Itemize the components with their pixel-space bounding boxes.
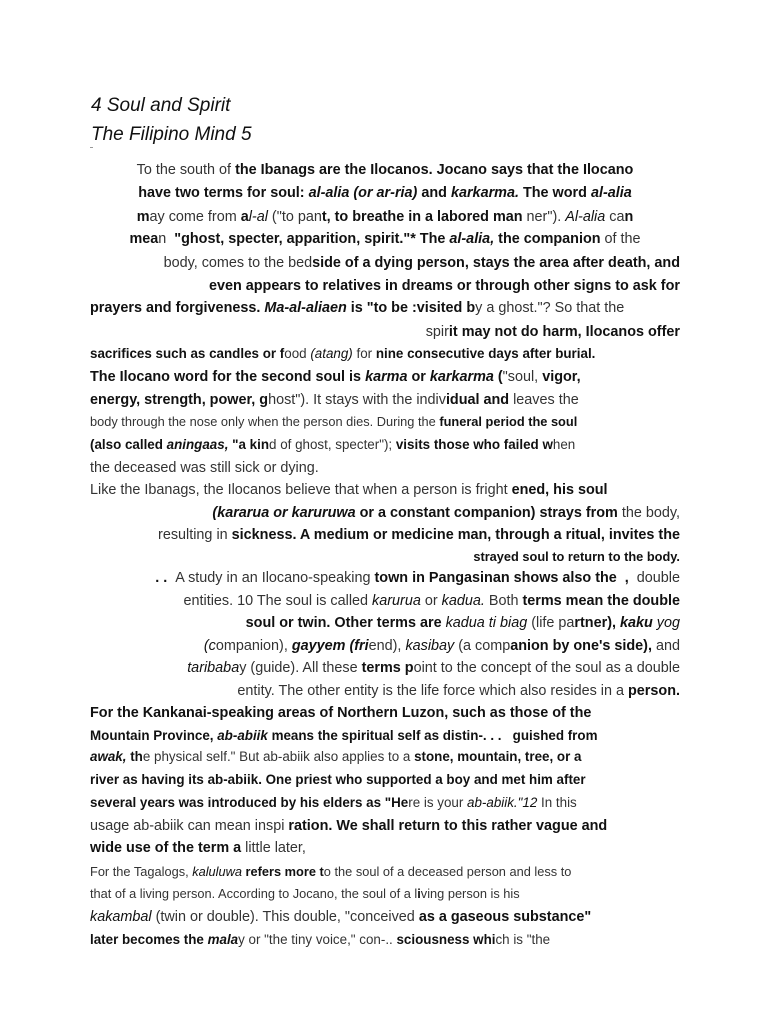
- chapter-heading: 4 Soul and Spirit: [91, 95, 231, 116]
- text-line: [90, 746, 680, 768]
- page-mark: [90, 147, 93, 148]
- text-run: (a comp: [454, 638, 511, 654]
- text-run: kaku: [619, 615, 653, 631]
- text-run: side of a dying person, stays the area after death, and: [312, 255, 680, 271]
- text-run: kaluluwa: [192, 864, 242, 879]
- text-line: [90, 457, 680, 479]
- text-run: al-alia (or ar-ria): [308, 185, 418, 201]
- text-run: refers more t: [242, 864, 324, 879]
- text-line: [90, 837, 680, 859]
- text-run: or: [407, 369, 430, 385]
- text-run: re is your: [408, 795, 468, 810]
- text-run: anion by one's side),: [510, 638, 652, 654]
- text-run: the companion: [494, 231, 601, 247]
- text-run: nine consecutive days after: [375, 346, 556, 361]
- text-run: "a kin: [228, 437, 270, 452]
- text-run: Al-alia: [565, 209, 606, 225]
- text-run: In this: [537, 795, 577, 810]
- text-line: [90, 815, 680, 837]
- text-run: The Ilocano word for the second soul is: [90, 369, 366, 385]
- text-run: energy, st: [90, 392, 157, 408]
- text-run: l-al: [248, 209, 268, 225]
- text-run: and: [417, 185, 451, 201]
- text-run: m: [136, 209, 150, 225]
- text-line: [90, 861, 680, 883]
- text-run: ner").: [522, 209, 566, 225]
- text-run: the Ibanags are the Ilocanos. Jocano says that the Ilocano: [235, 162, 634, 178]
- text-run: . .: [155, 570, 176, 586]
- text-run: it may not do harm, Ilocanos offer: [448, 324, 680, 340]
- text-run: mala: [207, 932, 239, 947]
- text-run: ab-abiik."12: [467, 795, 538, 810]
- text-run: of the: [552, 705, 592, 721]
- text-run: or: [420, 593, 442, 609]
- text-run: is "to be :visited b: [346, 300, 476, 316]
- text-run: later becomes the: [90, 932, 208, 947]
- text-run: (atang): [310, 346, 353, 361]
- text-run: yog: [652, 615, 680, 631]
- text-line: [90, 546, 680, 568]
- text-run: e physical self." But ab-abiik also applies to a: [142, 749, 415, 764]
- text-run: kakambal: [90, 909, 152, 925]
- text-line: [90, 434, 680, 456]
- text-run: little later,: [241, 840, 306, 856]
- text-run: end),: [368, 638, 406, 654]
- text-run: kadua ti biag: [445, 615, 528, 631]
- text-run: al-alia,: [449, 231, 495, 247]
- text-run: i: [417, 886, 421, 901]
- text-run: a: [240, 209, 249, 225]
- text-run: ood: [284, 346, 311, 361]
- text-run: ay come from: [149, 209, 241, 225]
- text-run: ch is "the: [495, 932, 551, 947]
- text-run: visits those who failed w: [395, 437, 553, 452]
- text-run: For the Kankanai-speaking areas of Northern Luzon, such as those: [90, 705, 553, 721]
- text-run: aningaas,: [166, 437, 229, 452]
- text-line: [90, 567, 680, 589]
- text-line: [90, 389, 680, 411]
- text-run: hen: [552, 437, 576, 452]
- text-run: For the Tagalogs,: [90, 864, 193, 879]
- text-run: y or "the tiny voice," con-..: [238, 932, 397, 947]
- text-run: n: [158, 231, 167, 247]
- text-line: [90, 252, 680, 274]
- text-run: Ma-al-aliaen: [264, 300, 347, 316]
- text-run: al-alia: [590, 185, 632, 201]
- text-run: entity. The other entity is the life force which also resides in a: [237, 683, 629, 699]
- text-run: town in Pangasinan shows also the ,: [374, 570, 629, 586]
- text-run: double: [628, 570, 680, 586]
- text-run: karurua: [372, 593, 421, 609]
- text-run: "ghost, specter, apparition, spirit."* The: [166, 231, 450, 247]
- text-line: [90, 792, 680, 814]
- text-line: [90, 479, 680, 501]
- text-run: (twin or double). This double, "conceived: [151, 909, 419, 925]
- text-run: d of ghost, specter");: [269, 437, 396, 452]
- text-run: ened, his soul: [511, 482, 608, 498]
- text-run: A study in an Ilocano-speaking: [175, 570, 375, 586]
- text-run: "soul,: [502, 369, 543, 385]
- text-run: soul or twin. Other terms are: [245, 615, 446, 631]
- text-line: [90, 159, 680, 181]
- text-line: [90, 228, 680, 250]
- text-run: ompanion),: [215, 638, 292, 654]
- text-run: rength, power, g: [156, 392, 269, 408]
- text-line: [90, 612, 680, 634]
- text-run: y (guide). All these: [239, 660, 362, 676]
- text-run: person.: [628, 683, 680, 699]
- text-run: vigor,: [542, 369, 581, 385]
- text-run: Both: [484, 593, 523, 609]
- text-run: ving person is his: [420, 886, 520, 901]
- text-line: [90, 883, 680, 905]
- text-run: or a constant companion) strays from: [355, 505, 618, 521]
- text-line: [90, 297, 680, 319]
- text-run: The word: [518, 185, 591, 201]
- text-line: [90, 725, 680, 747]
- text-run: idual and: [445, 392, 510, 408]
- text-run: n: [624, 209, 634, 225]
- text-run: mea: [129, 231, 159, 247]
- text-run: karkarma: [429, 369, 494, 385]
- text-run: prayers and forgiveness.: [90, 300, 265, 316]
- text-run: and: [651, 638, 680, 654]
- text-run: funeral period the soul: [439, 414, 578, 429]
- text-run: wide use of the term a: [90, 840, 242, 856]
- text-run: stone, mountain, tree, or a: [414, 749, 582, 764]
- book-heading: The Filipino Mind 5: [91, 124, 252, 145]
- text-run: resulting in: [158, 527, 232, 543]
- text-run: body through the nose only when the person dies. During the: [90, 414, 440, 429]
- text-run: y a ghost."? So that the: [475, 300, 625, 316]
- text-line: [90, 321, 680, 343]
- text-run: karma: [365, 369, 408, 385]
- text-run: o the soul of a deceased person and less to: [323, 864, 572, 879]
- text-line: [90, 366, 680, 388]
- text-run: host"). It stays with the indiv: [268, 392, 446, 408]
- text-run: (kararua or karuruwa: [212, 505, 356, 521]
- text-run: oint to the concept of the soul as a double: [413, 660, 680, 676]
- text-run: have two terms for soul:: [138, 185, 309, 201]
- text-line: [90, 929, 680, 951]
- text-run: kasibay: [405, 638, 455, 654]
- text-run: awak,: [90, 749, 127, 764]
- text-run: sciousness whi: [396, 932, 496, 947]
- text-run: taribaba: [187, 660, 240, 676]
- text-line: [90, 524, 680, 546]
- text-line: [90, 680, 680, 702]
- text-line: [90, 657, 680, 679]
- text-run: body, comes to the bed: [163, 255, 313, 271]
- text-run: strayed soul to return to the body.: [473, 549, 680, 564]
- text-run: that of a living person. According to Jocano, the soul of a l: [90, 886, 418, 901]
- text-run: (also called: [90, 437, 167, 452]
- text-run: ("to pan: [267, 209, 322, 225]
- text-run: as a gaseous substance": [418, 909, 592, 925]
- text-run: terms mean the double: [522, 593, 680, 609]
- text-run: (: [493, 369, 503, 385]
- text-run: entities. 10 The soul is called: [183, 593, 373, 609]
- text-line: [90, 702, 680, 724]
- text-run: terms p: [361, 660, 414, 676]
- text-run: Mountain Province,: [90, 728, 218, 743]
- text-run: t, to breathe in a labored man: [321, 209, 523, 225]
- text-line: [90, 411, 680, 433]
- text-line: [90, 343, 680, 365]
- text-run: means the spiritual self as distin-. . . guished from: [267, 728, 598, 743]
- text-run: the deceased was still sick or dying.: [90, 460, 319, 476]
- text-run: (life pa: [527, 615, 575, 631]
- text-run: spir: [425, 324, 449, 340]
- text-run: th: [126, 749, 143, 764]
- text-run: usage ab-abiik can mean inspi: [90, 818, 289, 834]
- text-run: rtner),: [574, 615, 620, 631]
- text-run: (c: [203, 638, 216, 654]
- text-line: [90, 906, 680, 928]
- text-line: [90, 635, 680, 657]
- text-run: for: [352, 346, 376, 361]
- text-run: even appears to relatives in dreams or through other signs to ask for: [208, 278, 680, 294]
- text-line: [90, 182, 680, 204]
- text-run: Like the Ibanags, the Ilocanos believe that when a person is fright: [90, 482, 512, 498]
- text-run: ration. We shall return to this rather vague and: [288, 818, 608, 834]
- text-run: elders as "He: [322, 795, 409, 810]
- text-line: [90, 502, 680, 524]
- text-run: sacrifices such as candles or f: [90, 346, 285, 361]
- text-run: ca: [605, 209, 625, 225]
- text-run: ab-abiik: [217, 728, 268, 743]
- text-run: sickness. A medium or medicine man, through a: [231, 527, 566, 543]
- text-run: karkarma.: [450, 185, 519, 201]
- text-run: the body,: [617, 505, 680, 521]
- text-run: gayyem (fri: [291, 638, 369, 654]
- text-run: leaves the: [509, 392, 579, 408]
- text-run: of the: [600, 231, 641, 247]
- text-run: To the south of: [136, 162, 236, 178]
- text-line: [90, 206, 680, 228]
- text-run: several years was introduced by his: [90, 795, 323, 810]
- text-run: river as having its ab-abiik. One priest who supported a boy and met him after: [90, 772, 586, 787]
- text-line: [90, 590, 680, 612]
- text-run: ritual, invites the: [565, 527, 680, 543]
- text-run: kadua.: [441, 593, 485, 609]
- text-run: burial.: [555, 346, 596, 361]
- text-line: [90, 275, 680, 297]
- text-line: [90, 769, 680, 791]
